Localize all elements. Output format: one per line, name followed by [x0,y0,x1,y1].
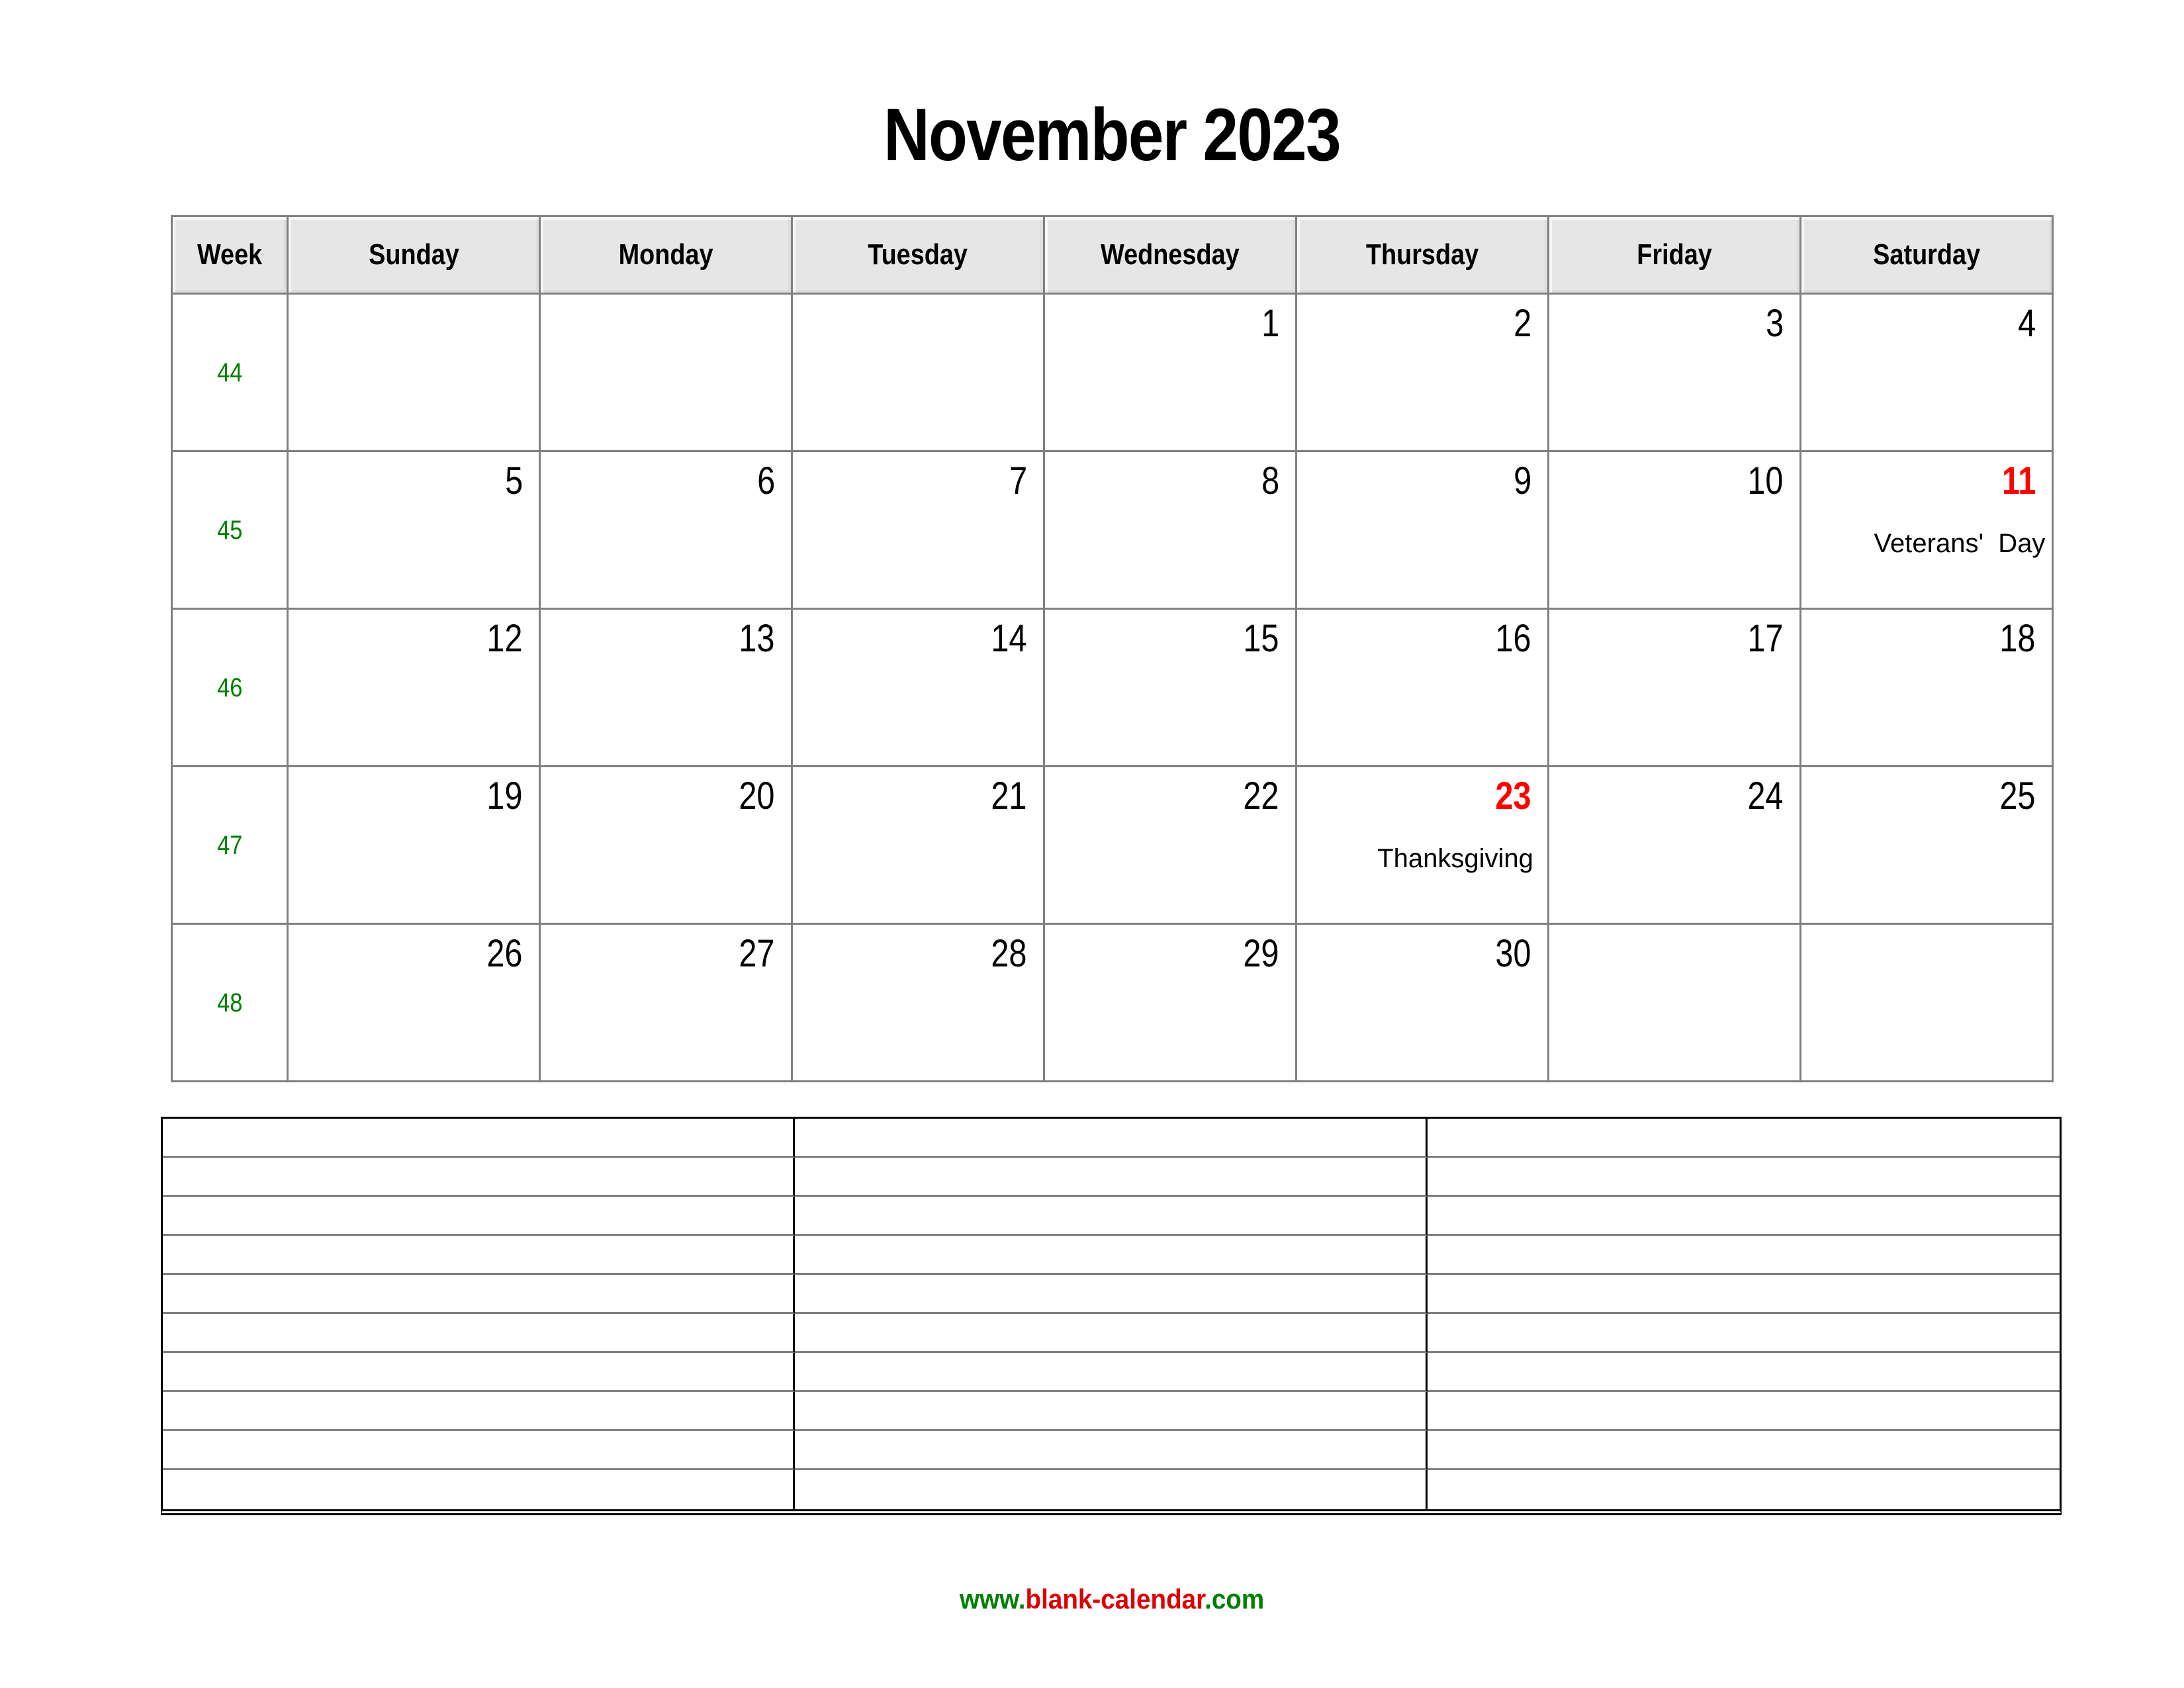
notes-cell [795,1119,1427,1158]
day-cell-empty [1801,924,2053,1082]
header-label: Friday [1637,238,1712,271]
calendar-week-row [172,294,2053,451]
day-number-text: 18 [1999,617,2036,660]
day-number-text: 24 [1747,774,1784,818]
week-number-cell [172,294,288,451]
day-number [289,610,539,658]
day-number-text: 3 [1765,302,1784,345]
page-title-text: November 2023 [884,93,1341,176]
day-number-text: 13 [739,617,775,660]
day-cell [1801,294,2053,451]
week-number: 47 [216,830,243,860]
day-number-text: 12 [486,617,523,660]
day-number-text: 28 [991,932,1027,975]
day-cell [1297,924,1549,1082]
notes-cell [163,1236,795,1275]
day-cell [792,609,1044,767]
day-cell [1044,767,1297,924]
week-number-cell [172,767,288,924]
calendar-body [172,294,2053,1082]
header-label: Week [197,238,263,271]
day-cell [1044,609,1297,767]
header-label: Monday [618,238,713,271]
notes-cell [1428,1275,2060,1314]
day-cell [1549,767,1801,924]
day-cell [1801,767,2053,924]
day-number-text: 7 [1009,459,1027,502]
day-number [1297,452,1547,500]
notes-cell [163,1119,795,1158]
day-cell [540,609,792,767]
day-cell-empty [1549,924,1801,1082]
day-cell-empty [792,294,1044,451]
day-number-text: 25 [1999,774,2036,818]
week-number: 46 [216,673,243,702]
day-number-text: 10 [1747,459,1784,502]
week-number: 48 [216,988,243,1017]
day-number [1549,610,1799,658]
page-title [171,93,2054,176]
day-cell [1549,609,1801,767]
header-label: Saturday [1873,238,1980,271]
day-cell [288,451,540,609]
weekday-header [540,216,792,294]
notes-cell [795,1470,1427,1509]
weekday-header [1297,216,1549,294]
notes-cell [163,1314,795,1353]
day-cell [1297,294,1549,451]
day-number-text: 15 [1243,617,1279,660]
day-number-text: 27 [739,932,775,975]
day-number [1801,767,2052,816]
day-number-text: 4 [2017,302,2036,345]
day-number-text: 21 [991,774,1027,818]
day-cell [1549,294,1801,451]
day-number [1045,610,1295,658]
day-cell [1044,451,1297,609]
day-number [1045,767,1295,816]
footer-domain: blank-calendar [1025,1583,1205,1615]
day-cell [1801,609,2053,767]
notes-cell [795,1158,1427,1197]
day-number [793,767,1043,816]
day-cell [1297,451,1549,609]
day-number [541,610,791,658]
day-number-text: 17 [1747,617,1784,660]
calendar-table [171,215,2054,1082]
site-footer [171,1585,2054,1613]
day-cell [792,767,1044,924]
week-column-header [172,216,288,294]
notes-cell [795,1275,1427,1314]
day-number [541,767,791,816]
day-number-holiday [1801,452,2052,500]
day-number-text: 8 [1261,459,1279,502]
day-number [289,452,539,500]
day-number [289,925,539,973]
notes-cell [795,1431,1427,1470]
footer-tld: .com [1205,1583,1265,1615]
notes-cell [1428,1314,2060,1353]
notes-cell [795,1353,1427,1392]
notes-cell [1428,1353,2060,1392]
calendar-header-row [172,216,2053,294]
notes-cell [795,1236,1427,1275]
day-number-holiday [1297,767,1547,816]
holiday-label: Thanksgiving [1377,844,1533,873]
notes-cell [1428,1119,2060,1158]
week-number-cell [172,451,288,609]
day-number [1045,452,1295,500]
day-cell-empty [540,294,792,451]
day-number-text: 5 [504,459,523,502]
day-number-text: 23 [1495,774,1531,818]
day-cell [540,451,792,609]
day-number [1801,295,2052,343]
notes-cell [1428,1431,2060,1470]
weekday-header [792,216,1044,294]
day-cell [288,924,540,1082]
week-number-cell [172,924,288,1082]
day-number [1297,295,1547,343]
notes-cell [795,1314,1427,1353]
header-label: Tuesday [868,238,968,271]
holiday-label: Veterans' Day [1874,529,2046,558]
day-number-text: 6 [756,459,775,502]
notes-cell [163,1392,795,1431]
day-number-text: 29 [1243,932,1279,975]
day-number-text: 11 [2001,459,2036,502]
week-number-cell [172,609,288,767]
day-cell [1801,451,2053,609]
day-cell [288,767,540,924]
notes-cell [163,1431,795,1470]
day-cell [288,609,540,767]
notes-cell [795,1197,1427,1236]
notes-cell [1428,1470,2060,1509]
week-number: 45 [216,515,243,545]
calendar-week-row [172,924,2053,1082]
notes-cell [163,1158,795,1197]
notes-cell [795,1392,1427,1431]
day-number-text: 20 [739,774,775,818]
notes-cell [1428,1197,2060,1236]
day-cell [540,767,792,924]
day-cell [540,924,792,1082]
day-number [793,925,1043,973]
day-number [1297,610,1547,658]
day-number [793,610,1043,658]
day-number [541,452,791,500]
day-cell [1297,767,1549,924]
weekday-header [288,216,540,294]
day-number [289,767,539,816]
day-number [1801,610,2052,658]
day-number [1549,295,1799,343]
header-label: Sunday [368,238,459,271]
weekday-header [1044,216,1297,294]
day-number [1045,295,1295,343]
calendar-week-row [172,451,2053,609]
notes-table [161,1117,2062,1515]
weekday-header [1801,216,2053,294]
day-number-text: 30 [1495,932,1531,975]
weekday-header [1549,216,1801,294]
day-number [1297,925,1547,973]
notes-cell [1428,1392,2060,1431]
day-number-text: 1 [1261,302,1279,345]
calendar-week-row [172,767,2053,924]
footer-www: www. [960,1583,1026,1615]
notes-cell [1428,1236,2060,1275]
day-number [1045,925,1295,973]
day-cell-empty [288,294,540,451]
notes-cell [163,1275,795,1314]
day-cell [792,451,1044,609]
day-cell [792,924,1044,1082]
week-number: 44 [216,357,243,387]
day-cell [1549,451,1801,609]
calendar-week-row [172,609,2053,767]
day-number-text: 14 [991,617,1027,660]
day-cell [1044,294,1297,451]
day-number [793,452,1043,500]
header-label: Wednesday [1101,238,1240,271]
day-number-text: 2 [1513,302,1531,345]
day-number-text: 22 [1243,774,1279,818]
day-number-text: 9 [1513,459,1531,502]
day-number [1549,767,1799,816]
notes-cell [1428,1158,2060,1197]
day-number [1549,452,1799,500]
day-number-text: 26 [486,932,523,975]
day-number [541,925,791,973]
notes-cell [163,1353,795,1392]
day-cell [1297,609,1549,767]
header-label: Thursday [1365,238,1479,271]
day-number-text: 19 [486,774,523,818]
day-cell [1044,924,1297,1082]
notes-cell [163,1470,795,1509]
day-number-text: 16 [1495,617,1531,660]
notes-cell [163,1197,795,1236]
